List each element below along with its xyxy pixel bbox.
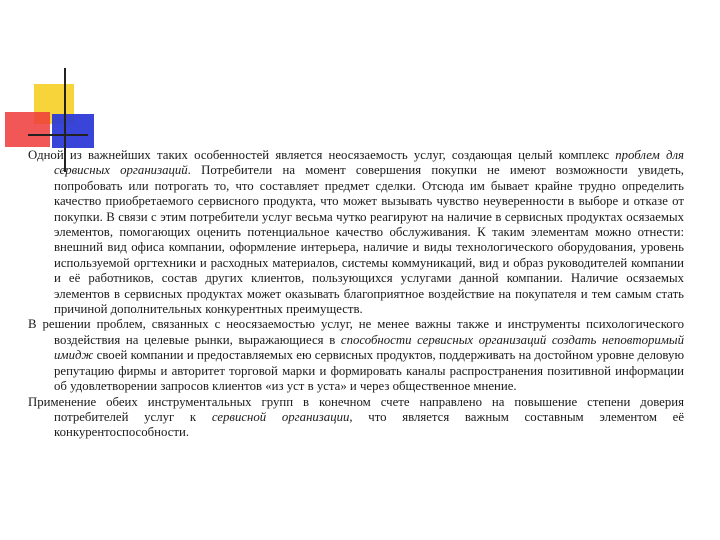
- body-text: [28, 148, 684, 441]
- italic-phrase: сервисной организации: [211, 409, 350, 424]
- decorative-red-square: [5, 112, 50, 147]
- italic-phrase: проблем для сервисных организаций: [54, 148, 684, 178]
- text-run: Применение обеих инструментальных групп в конечном счете направлено на повышение степени доверия потребителей услуг к: [28, 394, 684, 424]
- paragraph-3: [28, 395, 684, 441]
- decorative-blue-square: [52, 114, 94, 148]
- text-run: . Потребители на момент совершения покупки не имеют возможности увидеть, попробовать или потрогать то, что составляет предмет сделки. Отсюда им бывает крайне трудно определить качество приобретаемого сервисного продукта, что может вызывать чувство неуверенности в выборе и отказе от покупки. В связи с этим потребители услуг весьма чутко реагируют на наличие в сервисных продуктах осязаемых элементов, помогающих оценить потенциальное качество обслуживания. К таким элементам можно отнести: внешний вид офиса компании, оформление интерьера, наличие и виды технологического оборудования, уровень используемой оргтехники и расходных материалов, системы коммуникаций, вид и образ руководителей компании и её работников, состав других клиентов, пользующихся услугами данной компании. Наличие осязаемых элементов в сервисных продуктах может оказывать благоприятное воздействие на покупателя и тем самым стать причиной дополнительных конкурентных преимуществ.: [54, 163, 685, 317]
- italic-phrase: способности сервисных организаций создать неповторимый имидж: [54, 332, 684, 363]
- paragraph-2: [28, 317, 684, 394]
- text-run: своей компании и предоставляемых ею сервисных продуктов, поддерживать на достойном уровне деловую репутацию фирмы и авторитет торговой марки и формировать каналы распространения позитивной информации об удовлетворении запросов клиентов «из уст в уста» и через общественное мнение.: [54, 348, 684, 394]
- text-run: Одной из важнейших таких особенностей является неосязаемость услуг, создающая целый комплекс: [28, 148, 616, 162]
- text-run: , что является важным составным элементом её конкурентоспособности.: [54, 409, 684, 440]
- text-run: В решении проблем, связанных с неосязаемостью услуг, не менее важны также и инструменты психологического воздействия на целевые рынки, выражающиеся в: [28, 317, 684, 347]
- paragraph-1: [28, 148, 684, 317]
- decorative-horizontal-line: [28, 134, 88, 136]
